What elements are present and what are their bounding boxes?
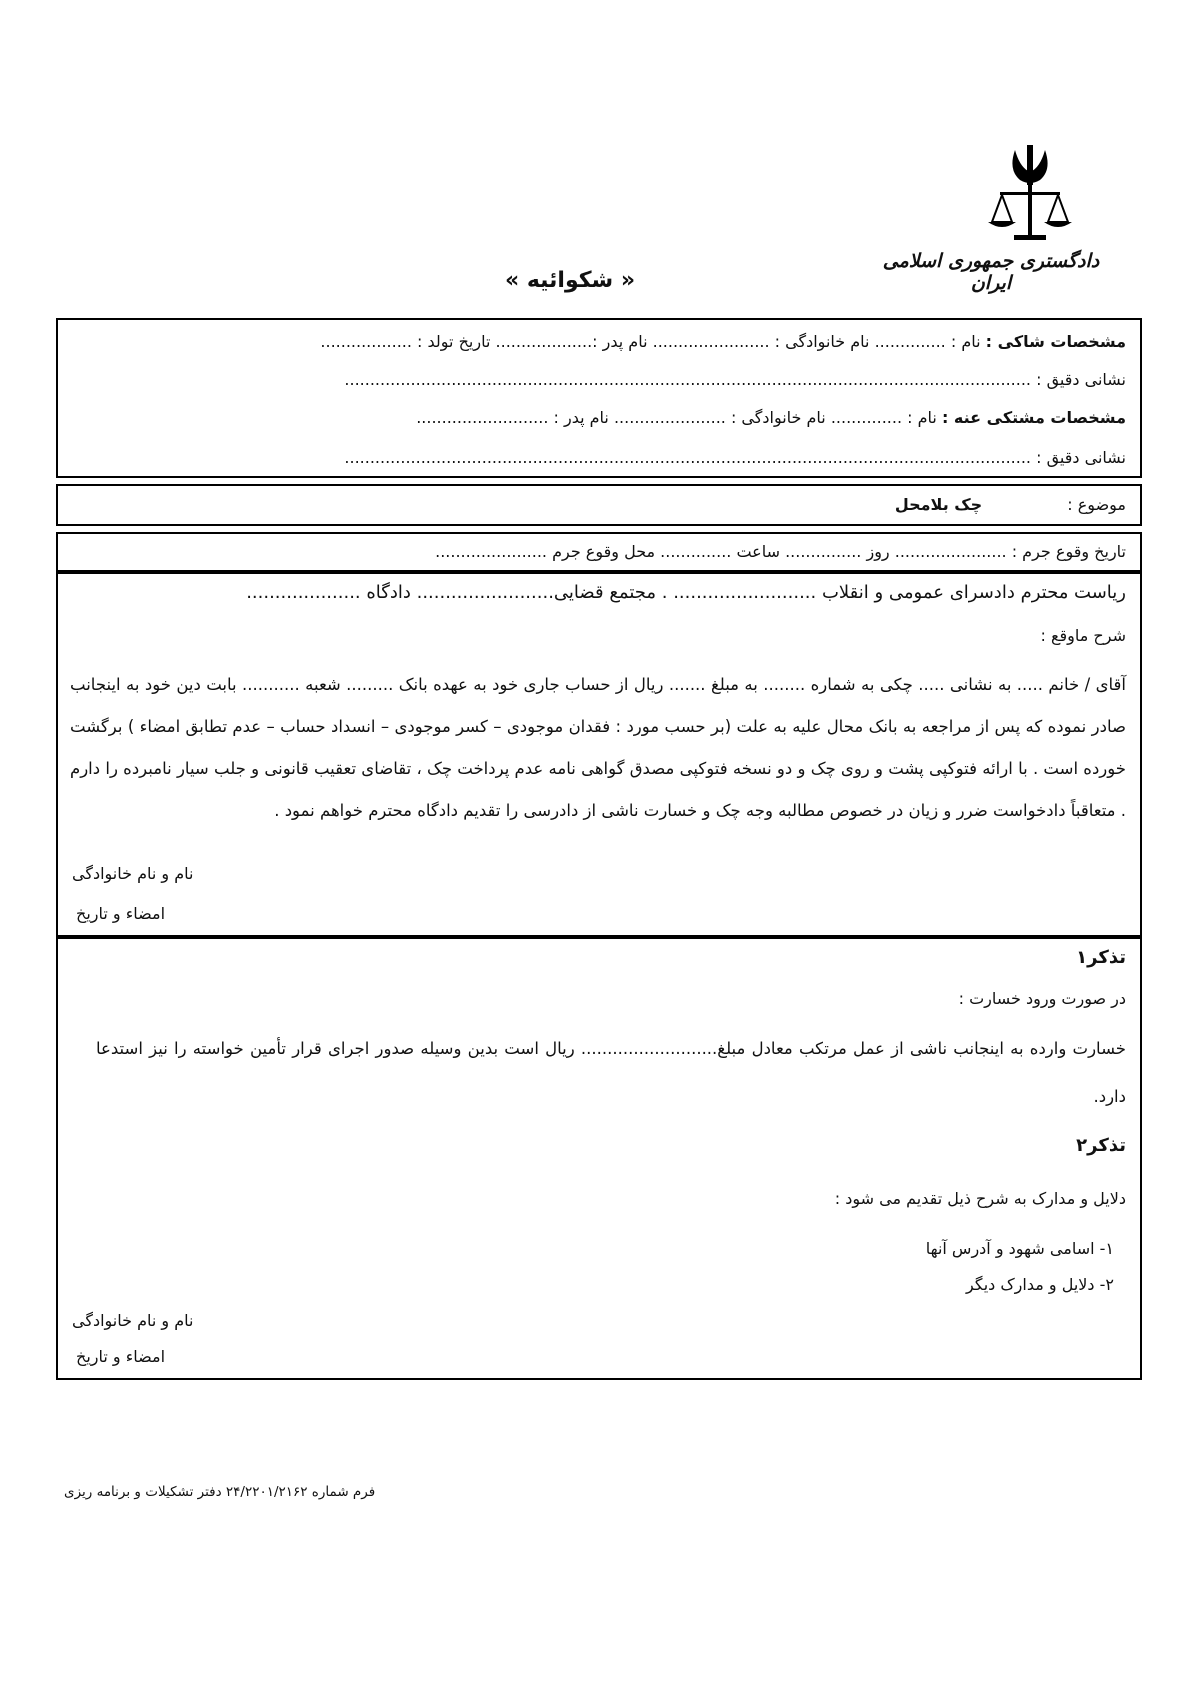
signature-name-2: نام و نام خانوادگی xyxy=(72,1311,194,1330)
description-label: شرح ماوقع : xyxy=(1040,626,1126,645)
subject-label: موضوع : xyxy=(1067,495,1126,514)
organization-name: دادگستری جمهوری اسلامی ایران xyxy=(882,250,1100,294)
complainant-details: نام : .............. نام خانوادگی : ....................... نام پدر :................... تاریخ تولد : .................. xyxy=(320,332,981,351)
defendant-address: نشانی دقیق : ....................................................................................................................................... xyxy=(344,448,1126,467)
note2-item-1: ۱- اسامی شهود و آدرس آنها xyxy=(925,1239,1114,1258)
subject-value: چک بلامحل xyxy=(894,495,983,514)
form-title: « شکوائیه » xyxy=(504,268,636,293)
form-number-footer: فرم شماره ۲۴/۲۲۰۱/۲۱۶۲ دفتر تشکیلات و برنامه ریزی xyxy=(64,1484,376,1500)
defendant-heading: مشخصات مشتکی عنه : xyxy=(941,408,1126,427)
note2-intro: دلایل و مدارک به شرح ذیل تقدیم می شود : xyxy=(834,1189,1126,1208)
signature-name-1: نام و نام خانوادگی xyxy=(72,864,194,883)
note1-intro: در صورت ورود خسارت : xyxy=(958,989,1126,1008)
defendant-details: نام : .............. نام خانوادگی : ...................... نام پدر : .......................... xyxy=(416,408,937,427)
parties-section xyxy=(56,318,1142,478)
notes-section xyxy=(56,937,1142,1380)
note2-item-2: ۲- دلایل و مدارک دیگر xyxy=(966,1275,1114,1294)
incident-section xyxy=(56,532,1142,572)
complainant-address: نشانی دقیق : ....................................................................................................................................... xyxy=(344,370,1126,389)
note2-title: تذکر۲ xyxy=(1076,1135,1126,1156)
note1-text: خسارت وارده به اینجانب ناشی از عمل مرتکب معادل مبلغ.......................... ریال است بدین وسیله صدور اجرای قرار تأمین خواسته را نیز استدعا دارد. xyxy=(96,1039,1126,1106)
signature-date-2: امضاء و تاریخ xyxy=(76,1347,166,1366)
addressee: ریاست محترم دادسرای عمومی و انقلاب ......................... . مجتمع قضایی........................ دادگاه .................... xyxy=(246,582,1126,603)
complainant-heading: مشخصات شاکی : xyxy=(985,332,1126,351)
signature-date-1: امضاء و تاریخ xyxy=(76,904,166,923)
description-text: آقای / خانم ..... به نشانی ..... چکی به شماره ........ به مبلغ ....... ریال از حساب جاری خود به عهده بانک ......... شعبه ........... بابت دین خود به اینجانب صادر نموده که پس از مراجعه به بانک محال علیه به علت (بر حسب مورد : فقدان موجودی – کسر موجودی – انسداد حساب – عدم تطابق امضاء ) برگشت خورده است . با ارائه فتوکپی پشت و روی چک و دو نسخه فتوکپی مصدق گواهی نامه عدم پرداخت چک ، تقاضای تعقیب قانونی و جلب سیار نامبرده را دارم . متعاقباً دادخواست ضرر و زیان در خصوص مطالبه وجه چک و خسارت ناشی از دادرسی را تقدیم دادگاه محترم خواهم نمود . xyxy=(70,675,1126,820)
subject-section xyxy=(56,484,1142,526)
note1-title: تذکر۱ xyxy=(1076,947,1126,968)
incident-details: تاریخ وقوع جرم : ...................... روز ............... ساعت .............. محل وقوع جرم ...................... xyxy=(435,542,1126,561)
description-section xyxy=(56,572,1142,937)
judiciary-emblem-icon xyxy=(980,140,1080,250)
